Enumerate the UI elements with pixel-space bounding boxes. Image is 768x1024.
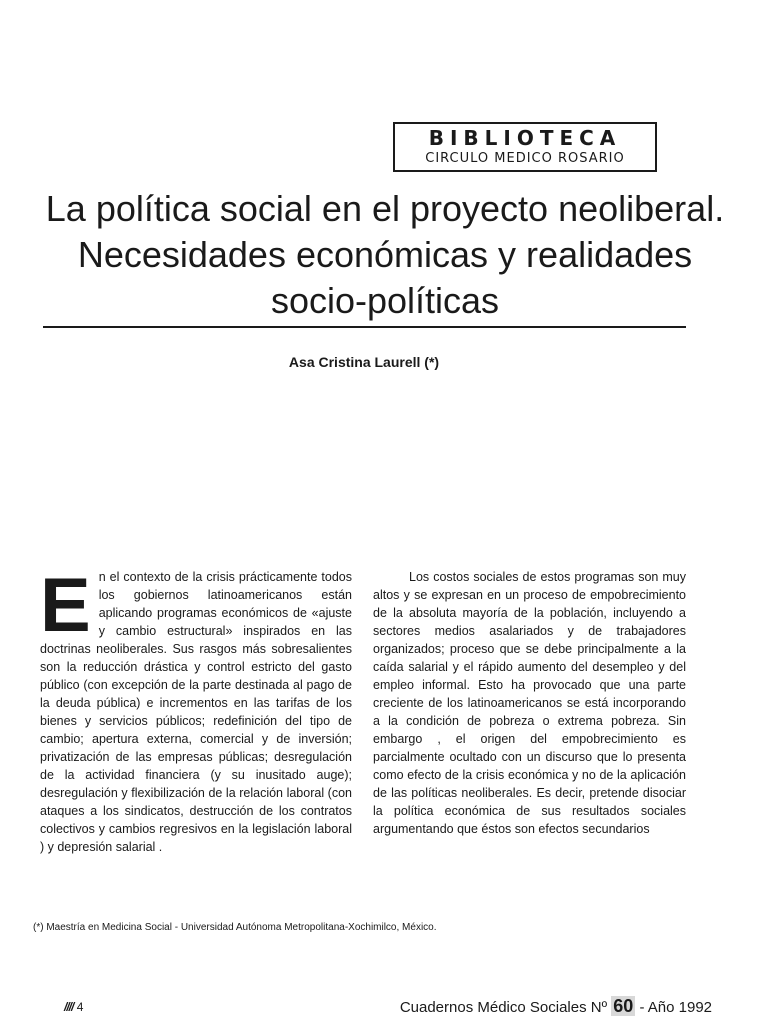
article-title: La política social en el proyecto neoliberal. Necesidades económicas y realidades socio-políticas — [45, 188, 725, 321]
stamp-institution: CIRCULO MEDICO ROSARIO — [425, 151, 625, 166]
footer-page — [64, 1000, 83, 1014]
journal-year: - Año 1992 — [639, 999, 712, 1016]
library-stamp — [393, 122, 657, 172]
body-column-right: Los costos sociales de estos programas son muy altos y se expresan en un proceso de empobrecimiento de la absoluta mayoría de la población, incluyendo a sectores medios asalariados y de trabajadores organizados; proceso que se debe principalmente a la caída salarial y el rápido aumento del desempleo y del empleo informal. Esto ha provocado que una parte creciente de los latinoamericanos se está incorporando a la condición de pobreza o extrema pobreza. Sin embargo , el origen del empobrecimiento es parcialmente ocultado con un discurso que lo presenta como efecto de la crisis económica y no de la aplicación de las políticas neoliberales. Es decir, pretende disociar la política económica de sus resultados sociales argumentando que éstos son efectos secundarios — [373, 570, 686, 836]
footer-journal — [400, 996, 712, 1017]
drop-cap: E — [40, 563, 91, 648]
journal-name: Cuadernos Médico Sociales Nº — [399, 999, 608, 1016]
issue-number: 60 — [613, 996, 634, 1016]
stamp-library-name: BIBLIOTECA — [428, 126, 622, 150]
footer-hatch-mark: //// — [64, 1000, 74, 1014]
body-column-left-text: n el contexto de la crisis prácticamente todos los gobiernos latinoamericanos están aplicando programas económicos de «ajuste y cambio estructural» inspirados en las doctrinas neoliberales. Sus rasgos más sobresalientes son la reducción drástica y control estricto del gasto público (con excepción de la parte destinada al pago de la deuda pública) e incrementos en las tarifas de los bienes y servicios públicos; redefinición del tipo de cambio; apertura externa, comercial y de inversión; privatización de las empresas públicas; desregulación de la actividad financiera (y su inusitado auge); desregulación y flexibilización de la relación laboral (con ataques a los sindicatos, destrucción de los contratos colectivos y cambios regresivos en la legislación laboral ) y depresión salarial . — [40, 570, 352, 854]
title-divider — [43, 326, 686, 328]
footnote: (*) Maestría en Medicina Social - Universidad Autónoma Metropolitana-Xochimilco, México. — [33, 922, 437, 933]
page-number: 4 — [76, 1000, 84, 1014]
body-column-left — [40, 563, 352, 856]
author-line: Asa Cristina Laurell (*) — [288, 354, 440, 370]
